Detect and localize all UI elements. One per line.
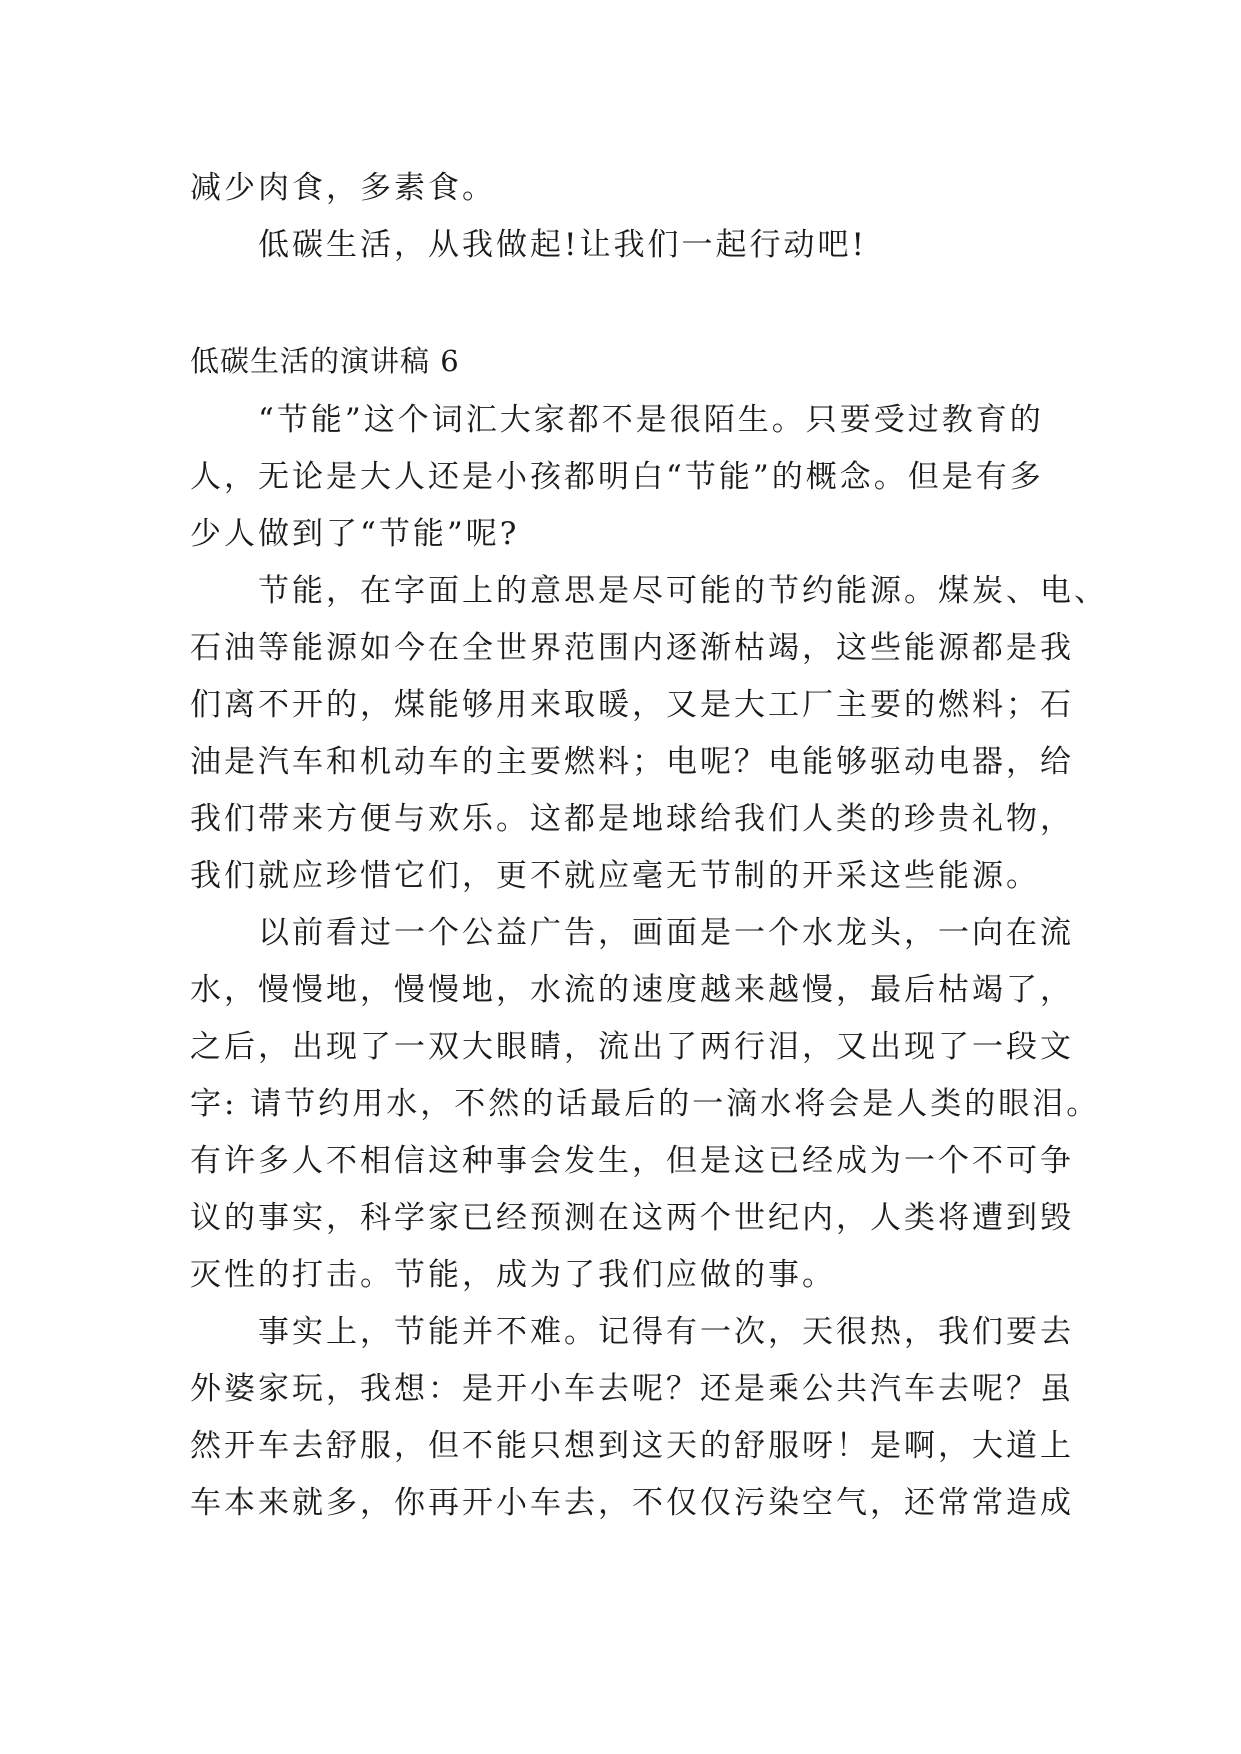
- text-line: 油是汽车和机动车的主要燃料；电呢？电能够驱动电器，给: [190, 744, 1074, 780]
- section-heading: 低碳生活的演讲稿 6: [190, 344, 460, 378]
- text-line: 节能，在字面上的意思是尽可能的节约能源。煤炭、电、: [190, 573, 1108, 609]
- text-line: 们离不开的，煤能够用来取暖，又是大工厂主要的燃料；石: [190, 687, 1074, 723]
- text-line: 灭性的打击。节能，成为了我们应做的事。: [190, 1257, 836, 1293]
- text-line: 少人做到了“节能”呢?: [190, 516, 520, 552]
- text-line: 我们就应珍惜它们，更不就应毫无节制的开采这些能源。: [190, 858, 1040, 894]
- text-line: “节能”这个词汇大家都不是很陌生。只要受过教育的: [190, 402, 1044, 438]
- text-line: 低碳生活，从我做起!让我们一起行动吧!: [190, 227, 867, 263]
- text-line: 减少肉食，多素食。: [190, 170, 496, 206]
- text-line: 事实上，节能并不难。记得有一次，天很热，我们要去: [190, 1314, 1074, 1350]
- text-line: 车本来就多，你再开小车去，不仅仅污染空气，还常常造成: [190, 1485, 1074, 1521]
- text-line: 人，无论是大人还是小孩都明白“节能”的概念。但是有多: [190, 459, 1044, 495]
- text-line: 有许多人不相信这种事会发生，但是这已经成为一个不可争: [190, 1143, 1074, 1179]
- text-line: 议的事实，科学家已经预测在这两个世纪内，人类将遭到毁: [190, 1200, 1074, 1236]
- text-line: 字: 请节约用水，不然的话最后的一滴水将会是人类的眼泪。: [190, 1086, 1101, 1122]
- text-line: 然开车去舒服，但不能只想到这天的舒服呀！是啊，大道上: [190, 1428, 1074, 1464]
- text-line: 外婆家玩，我想：是开小车去呢？还是乘公共汽车去呢？虽: [190, 1371, 1074, 1407]
- text-line: 之后，出现了一双大眼睛，流出了两行泪，又出现了一段文: [190, 1029, 1074, 1065]
- text-line: 以前看过一个公益广告，画面是一个水龙头，一向在流: [190, 915, 1074, 951]
- text-line: 我们带来方便与欢乐。这都是地球给我们人类的珍贵礼物，: [190, 801, 1074, 837]
- text-line: 水，慢慢地，慢慢地，水流的速度越来越慢，最后枯竭了，: [190, 972, 1074, 1008]
- text-line: 石油等能源如今在全世界范围内逐渐枯竭，这些能源都是我: [190, 630, 1074, 666]
